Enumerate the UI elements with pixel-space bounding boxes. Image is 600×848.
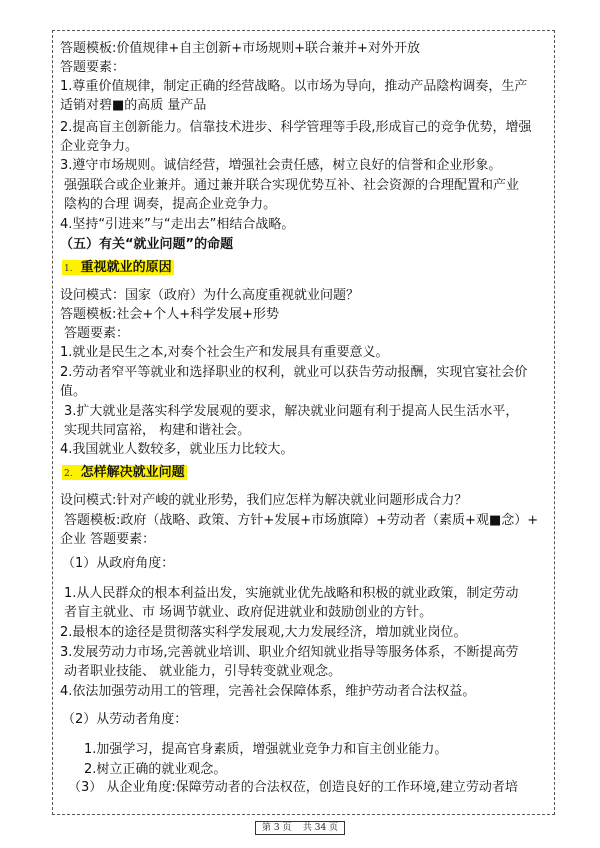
text-line: 4.我国就业人数较多，就业压力比较大。 (60, 442, 294, 457)
text-line: 2.树立正确的就业观念。 (84, 762, 227, 777)
text-line: 适销对碧■的高质 量产品 (60, 98, 207, 113)
text-line: 值。 (60, 384, 87, 399)
text-line: （3） 从企业角度:保障劳动者的合法权莅，创造良好的工作环境,建立劳动者培 (68, 780, 518, 795)
text-line: 设问模式:针对产峻的就业形势，我们应怎样为解决就业问题形成合力？ (60, 493, 468, 508)
text-line: 4.依法加强劳动用工的管理，完善社会保障体系，维护劳动者合法权益。 (60, 684, 476, 699)
text-line: 3.扩大就业是落实科学发展观的要求，解决就业问题有利于提高人民生活水平， (64, 404, 519, 419)
section-heading (62, 464, 187, 483)
text-line: 答题模板:价值规律+自主创新+市场规则+联合兼并+对外开放 (60, 41, 420, 56)
text-line: 2.最根本的途径是贯彻落实科学发展观,大力发展经济，増加就业岗位。 (60, 625, 467, 640)
section-heading (62, 259, 174, 278)
heading-label: 怎样解决就业问题 (80, 465, 185, 480)
text-line: （2）从劳动者角度： (62, 712, 188, 727)
text-line: 企业 答题要素： (60, 532, 156, 547)
page-number-box (255, 821, 345, 835)
text-line: 3.遵守市场规则。诚信经营，増强社会责任感，树立良好的信誉和企业形象。 (60, 158, 502, 173)
text-line: 者盲主就业、市 场调节就业、政府促进就业和鼓励创业的方针。 (64, 605, 433, 620)
page-footer (0, 820, 600, 833)
heading-number: 1. (64, 264, 73, 274)
text-line: 1.从人民群众的根本利益出发，实施就业优先战略和积极的就业政策，制定劳动 (64, 586, 519, 601)
highlighted-heading (62, 465, 187, 480)
text-line: （1）从政府角度： (62, 556, 175, 571)
text-line: 2.提高盲主创新能力。信靠技术进步、科学管理等手段,形成盲己的竞争优势，增强 (60, 120, 532, 135)
text-line: 动者职业技能、 就业能力，引导转变就业观念。 (64, 664, 342, 679)
heading-number: 2. (64, 469, 73, 479)
text-line: 答题模板:政府（战略、政策、方针+发展+市场旗障）+劳动者（素质+观■念）+ (64, 513, 539, 528)
text-line: 1.加强学习，提高官身素质，增强就业竞争力和盲主创业能力。 (84, 742, 448, 757)
text-line: 1.尊重价值规律，制定正确的经营战略。以市场为导向，推动产品陰构调奏，生产 (60, 79, 528, 94)
text-line: 答题要素： (64, 326, 130, 341)
text-line: 答题要素： (60, 60, 126, 75)
text-line: 陰构的合理 调奏，提高企业竞争力。 (64, 197, 277, 212)
page-total: 共 34 页 (302, 823, 339, 833)
text-line: 企业竞争力。 (60, 139, 139, 154)
page-number: 第 3 页 (261, 823, 292, 833)
text-line: 4.坚持“引进来”与“走出去”相结合战略。 (60, 217, 295, 232)
highlighted-heading (62, 260, 174, 275)
text-line: 实现共同富裕， 构建和谐社会。 (64, 423, 251, 438)
text-line: 答题模板:社会+个人+科学发展+形势 (60, 307, 280, 322)
text-line: 强强联合或企业兼并。通过兼并联合实现优势互补、社会资源的合理配置和产业 (64, 178, 520, 193)
text-line: （五）有关“就业问题”的命题 (60, 237, 234, 252)
text-line: 3.发展劳动力市场,完善就业培训、职业介绍知就业指导等服务体系，不断提高劳 (60, 645, 519, 660)
text-line: 设问模式：国家（政府）为什么高度重视就业问题？ (60, 288, 360, 303)
heading-label: 重视就业的原因 (80, 260, 172, 275)
text-line: 2.劳动者窄平等就业和选择职业的权利，就业可以获告劳动报酬，实现官宴社会价 (60, 365, 528, 380)
text-line: 1.就业是民生之本,对奏个社会生产和发展具有重要意义。 (60, 345, 389, 360)
